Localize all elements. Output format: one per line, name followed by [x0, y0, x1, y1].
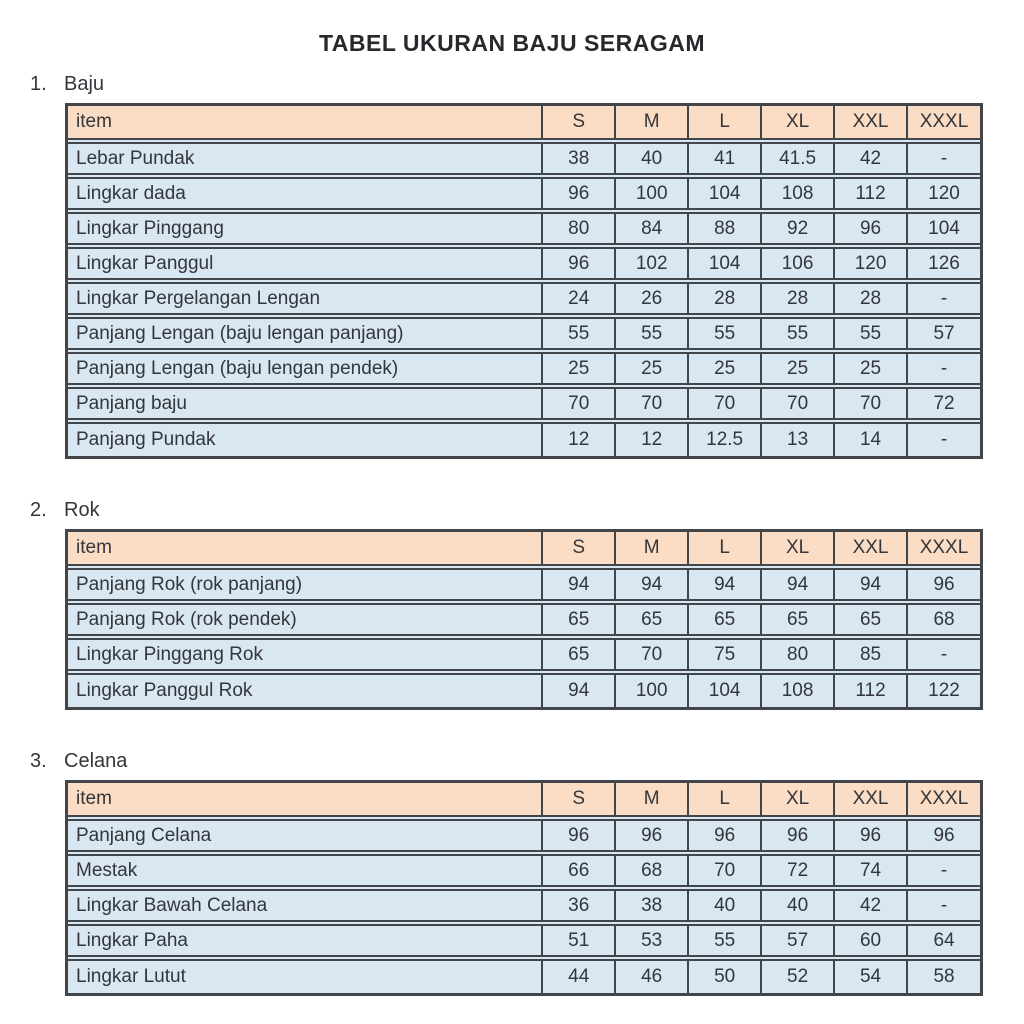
column-header-item: item — [68, 783, 542, 818]
row-value-cell: 44 — [542, 958, 615, 993]
row-value-cell: 70 — [688, 853, 761, 888]
row-value-cell: 100 — [615, 672, 688, 707]
row-value-cell: 55 — [761, 316, 834, 351]
column-header-size: XXL — [834, 783, 907, 818]
row-value-cell: 70 — [542, 386, 615, 421]
row-value-cell: 40 — [615, 141, 688, 176]
column-header-size: XL — [761, 783, 834, 818]
row-value-cell: 108 — [761, 176, 834, 211]
row-value-cell: 112 — [834, 672, 907, 707]
column-header-size: XL — [761, 106, 834, 141]
row-value-cell: 106 — [761, 246, 834, 281]
row-value-cell: 74 — [834, 853, 907, 888]
row-value-cell: 60 — [834, 923, 907, 958]
table-baju — [68, 106, 980, 456]
row-value-cell: 100 — [615, 176, 688, 211]
row-value-cell: 88 — [688, 211, 761, 246]
header-row — [68, 532, 980, 567]
column-header-size: XXXL — [907, 532, 980, 567]
row-value-cell: 24 — [542, 281, 615, 316]
table-row — [68, 316, 980, 351]
row-value-cell: - — [907, 351, 980, 386]
table-row — [68, 421, 980, 456]
row-value-cell: 85 — [834, 637, 907, 672]
row-value-cell: 55 — [542, 316, 615, 351]
column-header-size: S — [542, 106, 615, 141]
row-value-cell: 57 — [761, 923, 834, 958]
column-header-size: XXL — [834, 106, 907, 141]
row-value-cell: 68 — [615, 853, 688, 888]
row-item-label: Lingkar Panggul — [68, 246, 542, 281]
row-value-cell: 96 — [907, 818, 980, 853]
row-value-cell: 52 — [761, 958, 834, 993]
row-item-label: Lebar Pundak — [68, 141, 542, 176]
column-header-size: L — [688, 532, 761, 567]
table-row — [68, 853, 980, 888]
row-value-cell: 96 — [615, 818, 688, 853]
row-value-cell: - — [907, 853, 980, 888]
row-value-cell: 66 — [542, 853, 615, 888]
row-value-cell: 102 — [615, 246, 688, 281]
table-row — [68, 246, 980, 281]
row-item-label: Lingkar Bawah Celana — [68, 888, 542, 923]
row-value-cell: 25 — [834, 351, 907, 386]
table-row — [68, 672, 980, 707]
row-item-label: Lingkar Panggul Rok — [68, 672, 542, 707]
row-item-label: Panjang baju — [68, 386, 542, 421]
row-value-cell: 25 — [688, 351, 761, 386]
row-value-cell: 104 — [688, 672, 761, 707]
row-value-cell: 58 — [907, 958, 980, 993]
row-value-cell: - — [907, 141, 980, 176]
table-row — [68, 141, 980, 176]
section-number: 1. — [30, 73, 47, 95]
row-value-cell: 70 — [615, 637, 688, 672]
row-value-cell: 65 — [542, 637, 615, 672]
row-value-cell: 65 — [542, 602, 615, 637]
row-value-cell: 108 — [761, 672, 834, 707]
row-value-cell: 70 — [834, 386, 907, 421]
row-item-label: Panjang Rok (rok pendek) — [68, 602, 542, 637]
row-value-cell: 94 — [688, 567, 761, 602]
section-title: Celana — [64, 750, 128, 772]
row-value-cell: 112 — [834, 176, 907, 211]
row-value-cell: 96 — [834, 211, 907, 246]
row-value-cell: 12 — [615, 421, 688, 456]
row-value-cell: - — [907, 281, 980, 316]
row-value-cell: 25 — [761, 351, 834, 386]
row-value-cell: 96 — [907, 567, 980, 602]
row-value-cell: 40 — [688, 888, 761, 923]
row-value-cell: 42 — [834, 141, 907, 176]
row-item-label: Panjang Lengan (baju lengan panjang) — [68, 316, 542, 351]
row-value-cell: 55 — [834, 316, 907, 351]
column-header-size: XXL — [834, 532, 907, 567]
column-header-size: L — [688, 783, 761, 818]
column-header-size: L — [688, 106, 761, 141]
row-value-cell: 28 — [688, 281, 761, 316]
column-header-size: M — [615, 106, 688, 141]
page-title: TABEL UKURAN BAJU SERAGAM — [318, 30, 706, 56]
row-value-cell: 41 — [688, 141, 761, 176]
table-row — [68, 958, 980, 993]
row-value-cell: 120 — [834, 246, 907, 281]
row-item-label: Lingkar dada — [68, 176, 542, 211]
row-value-cell: 70 — [615, 386, 688, 421]
section-baju — [0, 73, 1024, 459]
row-value-cell: 94 — [542, 567, 615, 602]
row-value-cell: 53 — [615, 923, 688, 958]
row-value-cell: 96 — [834, 818, 907, 853]
row-value-cell: 65 — [688, 602, 761, 637]
row-value-cell: 41.5 — [761, 141, 834, 176]
table-row — [68, 567, 980, 602]
table-row — [68, 281, 980, 316]
table-row — [68, 386, 980, 421]
row-value-cell: 12 — [542, 421, 615, 456]
section-number: 2. — [30, 499, 47, 521]
row-value-cell: 14 — [834, 421, 907, 456]
table-row — [68, 923, 980, 958]
section-heading — [30, 73, 1024, 96]
row-value-cell: - — [907, 888, 980, 923]
row-value-cell: 80 — [542, 211, 615, 246]
table-row — [68, 602, 980, 637]
row-value-cell: 57 — [907, 316, 980, 351]
row-value-cell: 26 — [615, 281, 688, 316]
table-row — [68, 211, 980, 246]
row-value-cell: 75 — [688, 637, 761, 672]
row-value-cell: 64 — [907, 923, 980, 958]
row-value-cell: 96 — [542, 246, 615, 281]
row-value-cell: 13 — [761, 421, 834, 456]
table-row — [68, 637, 980, 672]
row-value-cell: - — [907, 421, 980, 456]
row-value-cell: 50 — [688, 958, 761, 993]
row-value-cell: 65 — [615, 602, 688, 637]
row-value-cell: 126 — [907, 246, 980, 281]
row-value-cell: 46 — [615, 958, 688, 993]
row-item-label: Lingkar Pinggang Rok — [68, 637, 542, 672]
row-value-cell: 28 — [834, 281, 907, 316]
row-value-cell: 92 — [761, 211, 834, 246]
row-item-label: Lingkar Lutut — [68, 958, 542, 993]
row-value-cell: 40 — [761, 888, 834, 923]
row-value-cell: 122 — [907, 672, 980, 707]
header-row — [68, 783, 980, 818]
section-title: Baju — [64, 73, 105, 95]
row-value-cell: 12.5 — [688, 421, 761, 456]
column-header-size: M — [615, 783, 688, 818]
row-value-cell: 96 — [542, 818, 615, 853]
row-value-cell: 96 — [688, 818, 761, 853]
header-row — [68, 106, 980, 141]
row-value-cell: 38 — [542, 141, 615, 176]
row-value-cell: 72 — [761, 853, 834, 888]
table-row — [68, 888, 980, 923]
column-header-size: XXXL — [907, 783, 980, 818]
row-value-cell: 55 — [688, 923, 761, 958]
row-value-cell: 70 — [688, 386, 761, 421]
section-rok — [0, 499, 1024, 710]
row-value-cell: 94 — [542, 672, 615, 707]
section-heading — [30, 750, 1024, 773]
table-rok — [68, 532, 980, 707]
row-value-cell: 120 — [907, 176, 980, 211]
table-rok-frame — [65, 529, 983, 710]
row-value-cell: 65 — [834, 602, 907, 637]
section-heading — [30, 499, 1024, 522]
row-item-label: Mestak — [68, 853, 542, 888]
row-value-cell: 84 — [615, 211, 688, 246]
row-value-cell: 80 — [761, 637, 834, 672]
row-value-cell: 72 — [907, 386, 980, 421]
row-value-cell: 94 — [761, 567, 834, 602]
row-value-cell: 55 — [688, 316, 761, 351]
row-value-cell: 42 — [834, 888, 907, 923]
row-value-cell: 51 — [542, 923, 615, 958]
row-item-label: Panjang Lengan (baju lengan pendek) — [68, 351, 542, 386]
section-number: 3. — [30, 750, 47, 772]
row-value-cell: 104 — [688, 176, 761, 211]
column-header-size: XL — [761, 532, 834, 567]
row-item-label: Panjang Rok (rok panjang) — [68, 567, 542, 602]
table-row — [68, 351, 980, 386]
table-celana-frame — [65, 780, 983, 996]
row-value-cell: 28 — [761, 281, 834, 316]
column-header-item: item — [68, 532, 542, 567]
column-header-size: S — [542, 532, 615, 567]
row-value-cell: 25 — [542, 351, 615, 386]
row-value-cell: 104 — [907, 211, 980, 246]
column-header-size: M — [615, 532, 688, 567]
row-value-cell: 68 — [907, 602, 980, 637]
section-celana — [0, 750, 1024, 996]
row-item-label: Panjang Pundak — [68, 421, 542, 456]
table-baju-frame — [65, 103, 983, 459]
row-value-cell: 36 — [542, 888, 615, 923]
row-value-cell: 54 — [834, 958, 907, 993]
table-row — [68, 818, 980, 853]
row-value-cell: 70 — [761, 386, 834, 421]
row-value-cell: 55 — [615, 316, 688, 351]
row-item-label: Lingkar Pergelangan Lengan — [68, 281, 542, 316]
table-celana — [68, 783, 980, 993]
column-header-item: item — [68, 106, 542, 141]
section-title: Rok — [64, 499, 100, 521]
row-value-cell: 94 — [834, 567, 907, 602]
row-value-cell: 65 — [761, 602, 834, 637]
row-item-label: Lingkar Pinggang — [68, 211, 542, 246]
row-value-cell: 96 — [761, 818, 834, 853]
column-header-size: S — [542, 783, 615, 818]
row-value-cell: 38 — [615, 888, 688, 923]
row-item-label: Panjang Celana — [68, 818, 542, 853]
column-header-size: XXXL — [907, 106, 980, 141]
row-value-cell: 96 — [542, 176, 615, 211]
row-value-cell: 94 — [615, 567, 688, 602]
row-value-cell: 104 — [688, 246, 761, 281]
row-item-label: Lingkar Paha — [68, 923, 542, 958]
table-row — [68, 176, 980, 211]
row-value-cell: - — [907, 637, 980, 672]
row-value-cell: 25 — [615, 351, 688, 386]
